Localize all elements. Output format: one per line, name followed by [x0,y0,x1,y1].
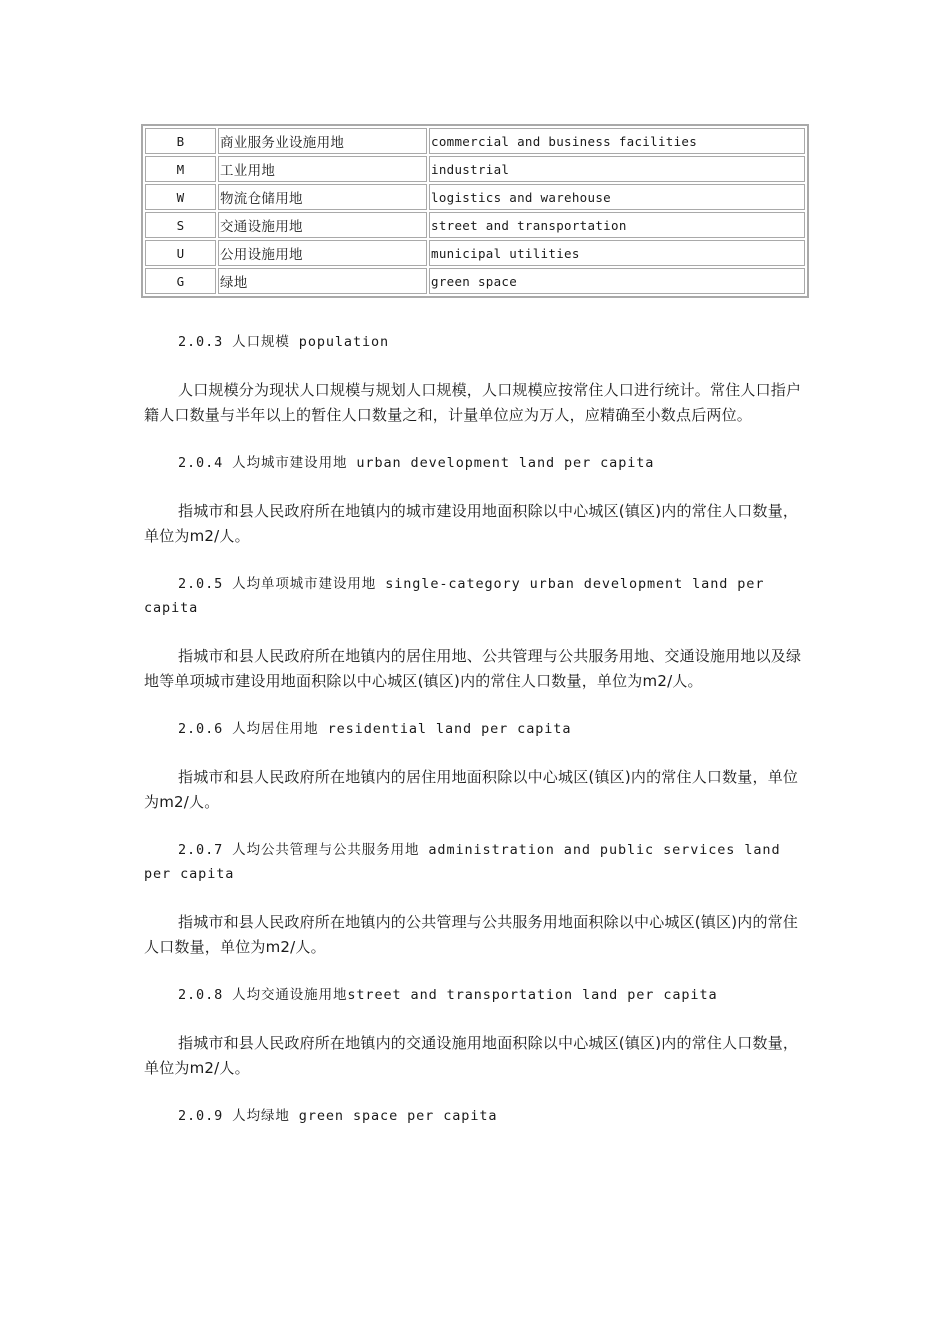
section-heading-2-0-9: 2.0.9 人均绿地 green space per capita [178,1108,498,1124]
land-use-code-table [141,124,809,298]
english-name-cell: logistics and warehouse [429,184,805,210]
code-cell: G [145,268,216,294]
document-body [144,330,808,1128]
table-row [145,128,805,154]
english-name-cell: street and transportation [429,212,805,238]
english-name-cell: municipal utilities [429,240,805,266]
section-heading-2-0-6: 2.0.6 人均居住用地 residential land per capita [178,721,572,737]
table-row [145,184,805,210]
chinese-name-cell: 物流仓储用地 [218,184,427,210]
section-heading-2-0-8: 2.0.8 人均交通设施用地street and transportation land per capita [178,987,718,1003]
chinese-name-cell: 公用设施用地 [218,240,427,266]
chinese-name-cell: 商业服务业设施用地 [218,128,427,154]
code-cell: S [145,212,216,238]
section-body-2-0-7: 指城市和县人民政府所在地镇内的公共管理与公共服务用地面积除以中心城区(镇区)内的常住人口数量，单位为m2/人。 [144,913,799,956]
section-body-2-0-8: 指城市和县人民政府所在地镇内的交通设施用地面积除以中心城区(镇区)内的常住人口数量，单位为m2/人。 [144,1034,799,1077]
english-name-cell: industrial [429,156,805,182]
chinese-name-cell: 绿地 [218,268,427,294]
section-body-2-0-5: 指城市和县人民政府所在地镇内的居住用地、公共管理与公共服务用地、交通设施用地以及绿地等单项城市建设用地面积除以中心城区(镇区)内的常住人口数量，单位为m2/人。 [144,647,802,690]
section-body-2-0-4: 指城市和县人民政府所在地镇内的城市建设用地面积除以中心城区(镇区)内的常住人口数量，单位为m2/人。 [144,502,799,545]
code-cell: U [145,240,216,266]
section-body-2-0-3: 人口规模分为现状人口规模与规划人口规模，人口规模应按常住人口进行统计。常住人口指户籍人口数量与半年以上的暂住人口数量之和，计量单位应为万人，应精确至小数点后两位。 [144,381,802,424]
code-cell: W [145,184,216,210]
code-cell: M [145,156,216,182]
table-row [145,268,805,294]
chinese-name-cell: 工业用地 [218,156,427,182]
code-cell: B [145,128,216,154]
section-body-2-0-6: 指城市和县人民政府所在地镇内的居住用地面积除以中心城区(镇区)内的常住人口数量，单位为m2/人。 [144,768,799,811]
chinese-name-cell: 交通设施用地 [218,212,427,238]
section-heading-2-0-4: 2.0.4 人均城市建设用地 urban development land per capita [178,455,655,471]
english-name-cell: commercial and business facilities [429,128,805,154]
english-name-cell: green space [429,268,805,294]
section-heading-2-0-5: 2.0.5 人均单项城市建设用地 single-category urban development land per capita [144,576,765,616]
section-heading-2-0-3: 2.0.3 人口规模 population [178,334,390,350]
section-heading-2-0-7: 2.0.7 人均公共管理与公共服务用地 administration and public services land per capita [144,842,781,882]
table-row [145,240,805,266]
table-row [145,212,805,238]
table-row [145,156,805,182]
